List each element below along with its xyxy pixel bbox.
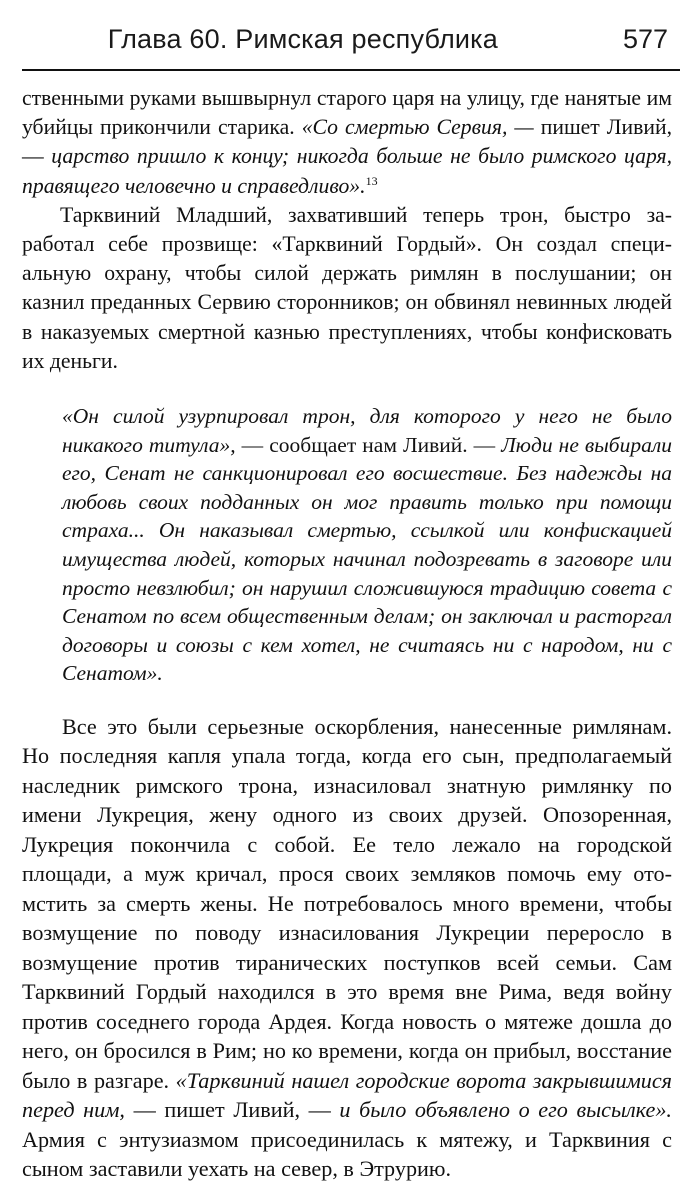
text-run: пишет Ливий, —: [22, 115, 672, 169]
block-quote-livy: [62, 402, 672, 688]
text-run: Армия с энтузиазмом присоединилась к мятежу, и Тарквиния с сыном заставили уехать на север, в Этрурию.: [22, 1126, 672, 1182]
italic-quote-run: «Он силой узурпировал трон, для которого у него не было никакого титула»,: [62, 404, 672, 457]
italic-quote-run: «Тарквиний нашел городские ворота закрывшимися перед ним,: [22, 1067, 672, 1123]
italic-quote-run: Люди не выбирали его, Сенат не санкционировал его восшествие. Без надежды на любовь своих подданных он мог править только при помощи страха... Он наказывал смертью, ссылкой или конфискацией имущества людей, которых начинал подозревать в заговоре или просто невзлюбил; он нарушил сложившуюся традицию совета с Сенатом по всем общественным делам; он заключал и расторгал договоры и союзы с кем хотел, не считаясь ни с народом, ни с Сенатом».: [62, 432, 672, 686]
text-run: — сообщает нам Ливий. —: [241, 432, 502, 457]
chapter-title: Глава 60. Римская республика: [107, 24, 498, 54]
text-run: — пишет Ливий, —: [133, 1097, 340, 1123]
running-header: [20, 24, 680, 68]
header-rule: [22, 69, 680, 71]
italic-quote-run: и было объявлено о его высылке».: [339, 1097, 672, 1123]
text-run: Тарквиний Младший, захвативший теперь трон, быстро заработал себе прозвище: «Тарквиний Гордый». Он создал специальную охрану, чтобы силой держать римлян в послушании; он казнил преданных Сервию сторонников; он обвинял невинных людей в наказуемых смертной казнью преступлениях, чтобы конфисковать их деньги.: [22, 202, 672, 373]
footnote-ref: 13: [365, 173, 378, 188]
italic-quote-run: «Со смертью Сервия, —: [301, 115, 541, 140]
text-run: Все это были серьезные оскорбления, нанесенные римлянам. Но последняя капля упала тогда, когда его сын, предполагаемый наследник римского трона, изнасиловал знатную римлянку по имени Лукреция, жену одного из своих друзей. Опозоренная, Лукреция покончила с собой. Ее тело лежало на городской площади, а муж кричал, прося своих земляков помочь ему отомстить за смерть жены. Не потребовалось много времени, чтобы возмущение по поводу изнасилования Лукреции переросло в возмущение против тиранических поступков всей семьи. Сам Тарквиний Гордый находился в это время вне Рима, ведя войну против соседнего города Ардея. Когда новость о мятеже дошла до него, он бросился в Рим; но ко времени, когда он прибыл, восстание было в разгаре.: [22, 713, 672, 1093]
page-body: [22, 84, 672, 1184]
paragraph-tarquin: [22, 201, 672, 376]
paragraph-continued: [22, 84, 672, 201]
page-number: 577: [622, 24, 668, 54]
text-run: ственными руками вышвырнул старого царя на улицу, где нанятые им убийцы прикончили старика.: [22, 86, 672, 140]
italic-quote-run: царство пришло к концу; никогда больше не было римского царя, правящего человечно и справедливо».: [22, 144, 673, 198]
paragraph-lucretia: [22, 712, 672, 1184]
